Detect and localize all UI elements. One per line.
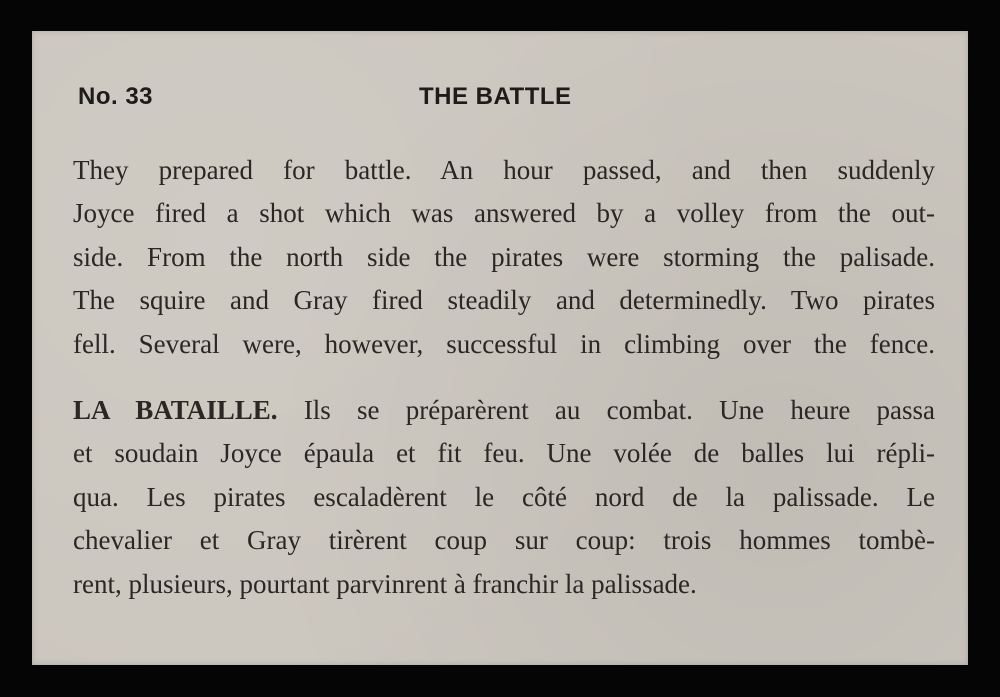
french-line: et soudain Joyce épaula et fit feu. Une volée de balles lui répli- xyxy=(73,438,935,469)
card-number: No. 33 xyxy=(78,83,154,110)
french-first-line xyxy=(73,389,935,432)
card-title: THE BATTLE xyxy=(419,83,572,110)
french-paragraph xyxy=(73,389,935,606)
french-line: chevalier et Gray tirèrent coup sur coup: trois hommes tombè- xyxy=(73,525,935,556)
english-line: They prepared for battle. An hour passed, and then suddenly xyxy=(73,155,935,185)
english-paragraph xyxy=(73,149,935,366)
card-header xyxy=(78,83,928,119)
french-heading: LA BATAILLE. xyxy=(73,395,278,425)
english-line: The squire and Gray fired steadily and determinedly. Two pirates xyxy=(73,285,935,316)
english-line: Joyce fired a shot which was answered by a volley from the out- xyxy=(73,198,935,229)
french-line: rent, plusieurs, pourtant parvinrent à franchir la palissade. xyxy=(73,568,697,599)
english-line: side. From the north side the pirates were storming the palisade. xyxy=(73,241,935,272)
trading-card-back xyxy=(32,31,968,665)
english-line: fell. Several were, however, successful in climbing over the fence. xyxy=(73,328,935,359)
french-line: qua. Les pirates escaladèrent le côté nord de la palissade. Le xyxy=(73,481,935,512)
french-first-line-text: Ils se préparèrent au combat. Une heure passa xyxy=(303,395,936,425)
